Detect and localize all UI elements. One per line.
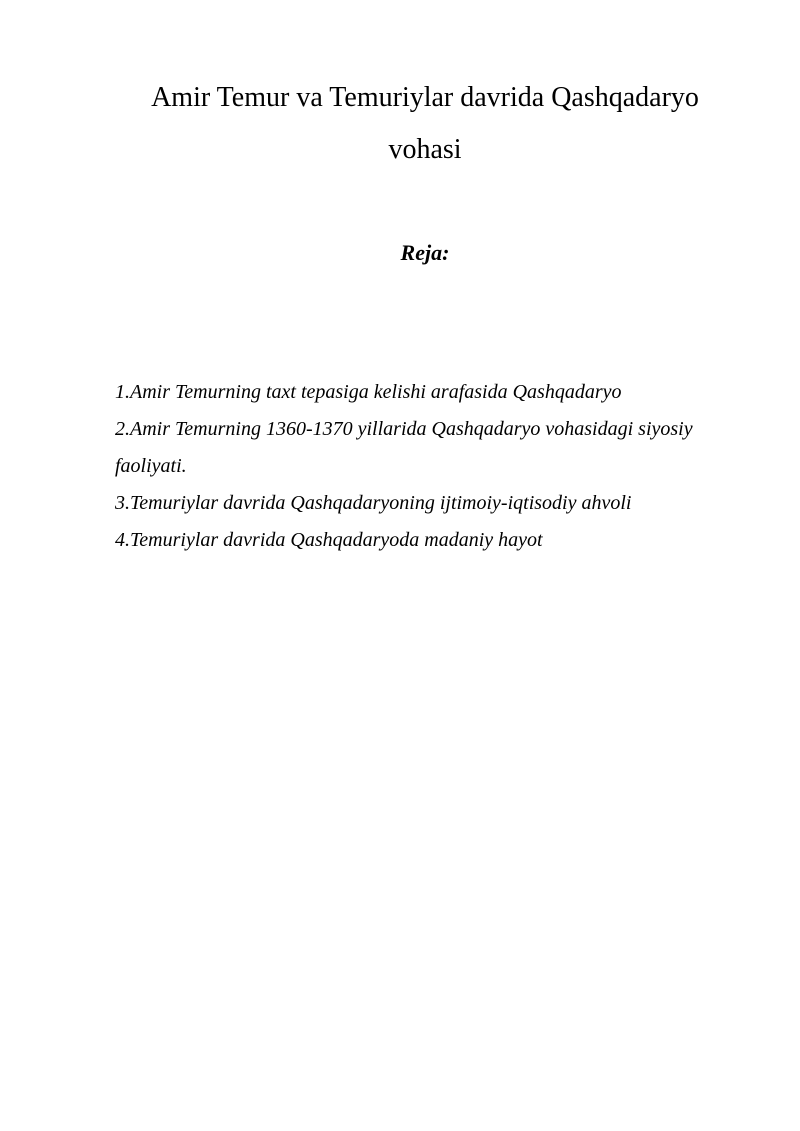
document-title (110, 72, 740, 176)
document-title-line-1: Amir Temur va Temuriylar davrida Qashqadaryo (151, 82, 699, 113)
plan-item-4: 4.Temuriylar davrida Qashqadaryoda madaniy hayot (115, 529, 543, 551)
document-title-line-2: vohasi (388, 134, 462, 165)
plan-list (115, 374, 745, 559)
plan-item-1: 1.Amir Temurning taxt tepasiga kelishi arafasida Qashqadaryo (115, 381, 622, 403)
plan-heading: Reja: (400, 240, 450, 265)
plan-item-3: 3.Temuriylar davrida Qashqadaryoning ijtimoiy-iqtisodiy ahvoli (115, 492, 632, 514)
plan-item-2: 2.Amir Temurning 1360-1370 yillarida Qashqadaryo vohasidagi siyosiy faoliyati. (115, 418, 693, 477)
